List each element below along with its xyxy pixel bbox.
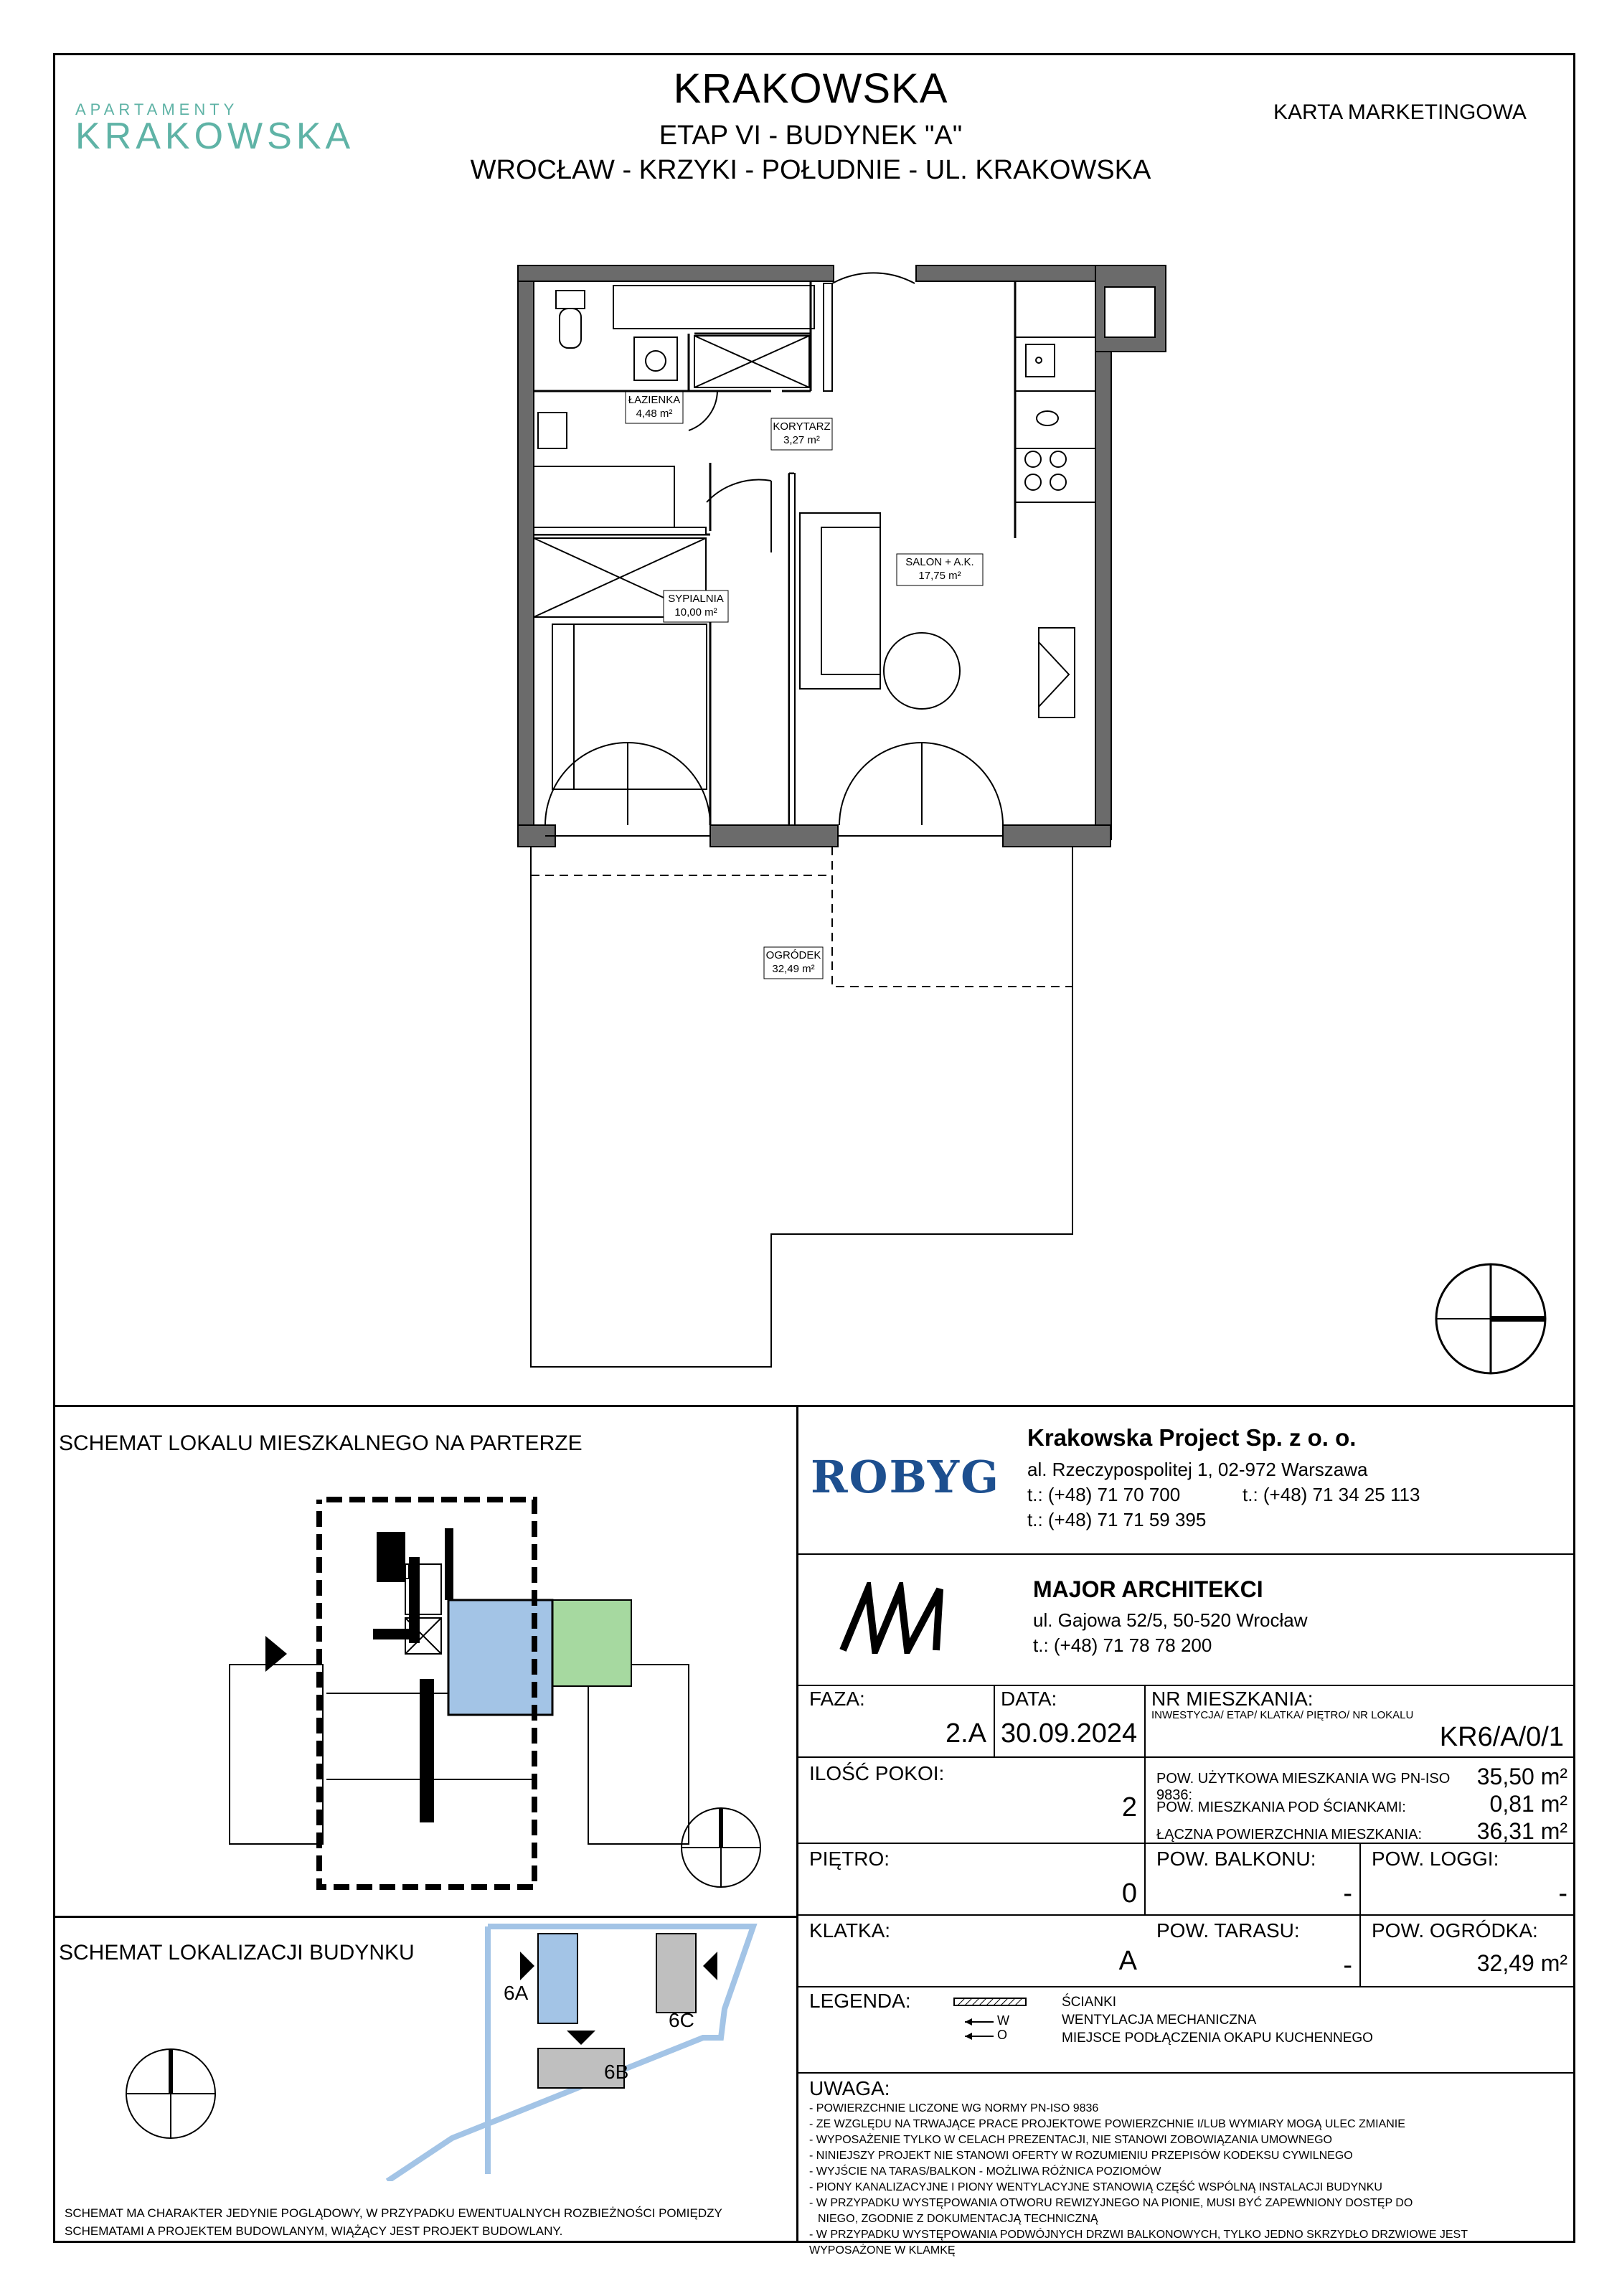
legend-item: ŚCIANKI	[1062, 1995, 1117, 2010]
ogrodek-value: 32,49 m²	[1476, 1950, 1567, 1976]
compass-icon	[1436, 1264, 1545, 1373]
nr-value: KR6/A/0/1	[1439, 1722, 1564, 1752]
pow-laczna-label: ŁĄCZNA POWIERZCHNIA MIESZKANIA:	[1156, 1827, 1423, 1843]
klatka-label: KLATKA:	[809, 1919, 891, 1942]
room-label-salon: SALON + A.K.	[905, 556, 974, 568]
location-subtitle: WROCŁAW - KRZYKI - POŁUDNIE - UL. KRAKOWSKA	[470, 155, 1151, 185]
developer-name: Krakowska Project Sp. z o. o.	[1027, 1424, 1357, 1451]
pokoje-label: ILOŚĆ POKOI:	[809, 1762, 945, 1784]
nr-label: NR MIESZKANIA:	[1151, 1688, 1314, 1710]
note-item: - W PRZYPADKU WYSTĘPOWANIA PODWÓJNYCH DRZWI BALKONOWYCH, TYLKO JEDNO SKRZYDŁO DRZWIOWE JEST	[809, 2229, 1468, 2241]
major-architekci-logo	[836, 1582, 951, 1654]
pow-laczna-value: 36,31 m²	[1476, 1818, 1567, 1844]
divider	[1359, 1843, 1361, 1986]
etap-subtitle: ETAP VI - BUDYNEK "A"	[659, 121, 963, 151]
divider	[53, 1916, 796, 1918]
note-item: - W PRZYPADKU WYSTĘPOWANIA OTWORU REWIZYJNEGO NA PIONIE, MUSI BYĆ ZAPEWNIONY DOSTĘP DO	[809, 2197, 1413, 2209]
pow-uzytkowa-value: 35,50 m²	[1476, 1764, 1567, 1789]
logo-apartamenty: APARTAMENTY	[75, 100, 239, 118]
divider	[1144, 1685, 1146, 1914]
wall-bottom-2	[710, 825, 838, 847]
taras-value: -	[1343, 1950, 1352, 1980]
pietro-label: PIĘTRO:	[809, 1848, 890, 1870]
divider	[994, 1685, 995, 1756]
building-label-6c: 6C	[669, 2009, 694, 2031]
legend-item: MIEJSCE PODŁĄCZENIA OKAPU KUCHENNEGO	[1062, 2031, 1373, 2046]
balkon-label: POW. BALKONU:	[1156, 1848, 1316, 1870]
room-area-korytarz: 3,27 m²	[783, 434, 820, 446]
balkon-value: -	[1343, 1878, 1352, 1909]
section-title-building: SCHEMAT LOKALIZACJI BUDYNKU	[59, 1941, 415, 1965]
klatka-value: A	[1118, 1946, 1137, 1976]
note-item: - NINIEJSZY PROJEKT NIE STANOWI OFERTY W ROZUMIENIU PRZEPISÓW KODEKSU CYWILNEGO	[809, 2150, 1353, 2162]
room-label-sypialnia: SYPIALNIA	[668, 593, 724, 605]
pietro-value: 0	[1121, 1878, 1137, 1909]
building-label-6b: 6B	[604, 2061, 629, 2083]
legend-symbol-o: O	[997, 2028, 1008, 2042]
room-area-lazienka: 4,48 m²	[636, 408, 673, 420]
divider	[796, 1914, 1575, 1916]
taras-label: POW. TARASU:	[1156, 1919, 1300, 1942]
note-item: - WYPOSAŻENIE TYLKO W CELACH PREZENTACJI, NIE STANOWI ZOBOWIĄZANIA UMOWNEGO	[809, 2134, 1332, 2146]
wall-left	[518, 265, 534, 839]
developer-phone: t.: (+48) 71 71 59 395	[1027, 1509, 1207, 1530]
divider	[796, 1986, 1575, 1987]
pow-scianki-label: POW. MIESZKANIA POD ŚCIANKAMI:	[1156, 1799, 1406, 1815]
card-type: KARTA MARKETINGOWA	[1273, 100, 1527, 124]
note-item: - WYJŚCIE NA TARAS/BALKON - MOŻLIWA RÓŻNICA POZIOMÓW	[809, 2165, 1161, 2178]
divider	[796, 2072, 1575, 2074]
room-label-ogrodek: OGRÓDEK	[765, 949, 821, 961]
divider	[796, 1756, 1575, 1758]
note-item: NIEGO, ZGODNIE Z DOKUMENTACJĄ TECHNICZNĄ	[818, 2213, 1098, 2225]
developer-phone: t.: (+48) 71 70 700	[1027, 1484, 1181, 1505]
architect-name: MAJOR ARCHITEKCI	[1033, 1576, 1263, 1602]
divider	[796, 1405, 798, 2243]
room-area-ogrodek: 32,49 m²	[772, 963, 815, 975]
developer-phone: t.: (+48) 71 34 25 113	[1243, 1484, 1420, 1505]
note-item: - PIONY KANALIZACYJNE I PIONY WENTYLACYJNE STANOWIĄ CZĘŚĆ WSPÓLNĄ INSTALACJI BUDYNKU	[809, 2181, 1382, 2193]
legend-item: WENTYLACJA MECHANICZNA	[1062, 2013, 1257, 2028]
nr-sublabel: INWESTYCJA/ ETAP/ KLATKA/ PIĘTRO/ NR LOKALU	[1151, 1709, 1414, 1721]
data-value: 30.09.2024	[1001, 1718, 1138, 1749]
robyg-logo: ROBYG	[811, 1451, 1001, 1503]
divider	[53, 1405, 1575, 1407]
section-title-ground: SCHEMAT LOKALU MIESZKALNEGO NA PARTERZE	[59, 1431, 583, 1455]
note-item: WYPOSAŻONE W KLAMKĘ	[809, 2244, 956, 2257]
ogrodek-label: POW. OGRÓDKA:	[1372, 1919, 1538, 1942]
room-label-lazienka: ŁAZIENKA	[628, 394, 681, 406]
ground-schema-plan	[215, 1464, 789, 1909]
loggia-value: -	[1558, 1878, 1567, 1909]
room-area-salon: 17,75 m²	[918, 570, 961, 582]
wall-bottom-3	[1003, 825, 1111, 847]
notes-label: UWAGA:	[809, 2077, 890, 2099]
room-label-korytarz: KORYTARZ	[773, 420, 831, 433]
logo-krakowska: KRAKOWSKA	[75, 116, 355, 157]
data-label: DATA:	[1001, 1688, 1057, 1710]
building-label-6a: 6A	[504, 1982, 529, 2004]
note-item: - POWIERZCHNIE LICZONE WG NORMY PN-ISO 9836	[809, 2102, 1099, 2114]
room-area-sypialnia: 10,00 m²	[674, 606, 717, 618]
loggia-label: POW. LOGGI:	[1372, 1848, 1499, 1870]
legend-symbol-w: W	[997, 2013, 1009, 2028]
architect-address: ul. Gajowa 52/5, 50-520 Wrocław	[1033, 1609, 1308, 1631]
architect-phone: t.: (+48) 71 78 78 200	[1033, 1634, 1212, 1656]
wall-top-left	[518, 265, 834, 281]
pokoje-value: 2	[1121, 1792, 1137, 1822]
building-location-map	[122, 1923, 789, 2181]
pow-scianki-value: 0,81 m²	[1489, 1791, 1567, 1817]
faza-label: FAZA:	[809, 1688, 865, 1710]
developer-address: al. Rzeczypospolitej 1, 02-972 Warszawa	[1027, 1459, 1368, 1480]
notes-list	[809, 2101, 1562, 2259]
legend-label: LEGENDA:	[809, 1990, 911, 2012]
page-title: KRAKOWSKA	[673, 65, 948, 112]
note-item: - ZE WZGLĘDU NA TRWAJĄCE PRACE PROJEKTOWE POWIERZCHNIE I/LUB WYMIARY MOGĄ ULEC ZMIANIE	[809, 2118, 1405, 2130]
disclaimer: SCHEMAT MA CHARAKTER JEDYNIE POGLĄDOWY, W PRZYPADKU EWENTUALNYCH ROZBIEŻNOŚCI POMIĘDZY SCHEMATAMI A PROJEKTEM BUDOWLANYM, WIĄŻĄCY JEST PROJEKT BUDOWLANY.	[65, 2206, 722, 2238]
pow-uzytkowa-label: POW. UŻYTKOWA MIESZKANIA WG PN-ISO 9836:	[1156, 1771, 1451, 1803]
divider	[796, 1553, 1575, 1555]
divider	[796, 1685, 1575, 1686]
faza-value: 2.A	[945, 1718, 986, 1749]
